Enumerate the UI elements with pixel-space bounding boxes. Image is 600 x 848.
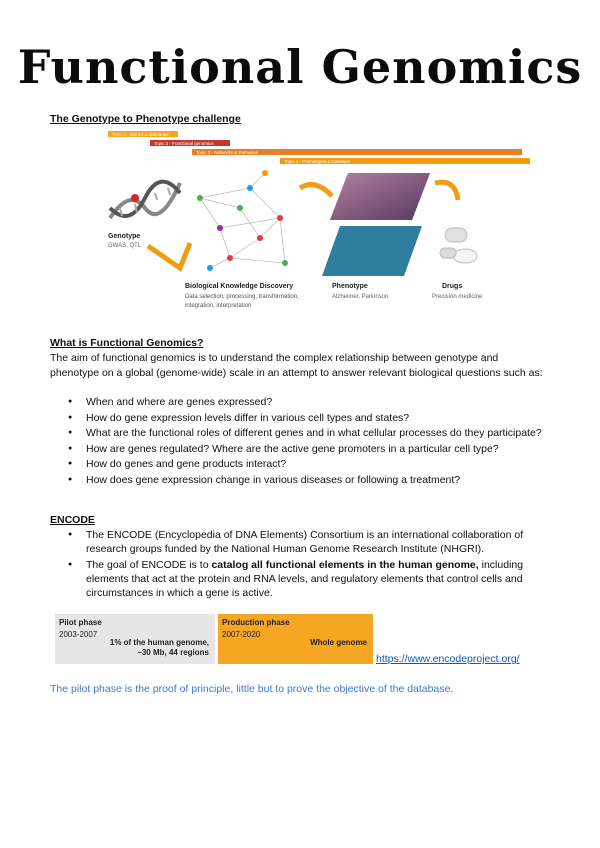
- section-heading-what-is: What is Functional Genomics?: [50, 337, 204, 349]
- list-item: ● What are the functional roles of different genes and in what cellular processes do they participate?: [66, 426, 550, 440]
- pills-icon: [440, 228, 477, 263]
- bkd-sublabel-2: integration, interpretation: [185, 303, 252, 309]
- pilot-phase-desc-2: ~30 Mb, 44 regions: [137, 648, 209, 657]
- genotype-label: Genotype: [108, 233, 141, 240]
- arrow-phenotype-to-drugs: [435, 182, 458, 200]
- page-title: Functional Genomics: [17, 40, 583, 94]
- figure-svg: [100, 128, 530, 320]
- list-item: ● How does gene expression change in various diseases or following a treatment?: [66, 473, 550, 487]
- arrow-bkd-to-phenotype: [300, 184, 332, 196]
- tissue-image-2: [322, 226, 422, 276]
- bkd-sublabel-1: Data selection, processing, transformation,: [185, 294, 299, 300]
- encode-item-1: ● The ENCODE (Encyclopedia of DNA Elements) Consortium is an international collaboration of research groups funded by the National Human Genome Research Institute (NHGRI).: [66, 528, 550, 556]
- encode-item-2: [66, 558, 550, 600]
- pilot-phase-years: 2003-2007: [59, 630, 98, 639]
- production-phase-title: Production phase: [222, 618, 290, 627]
- encode-goal-prefix: The goal of ENCODE is to: [86, 558, 212, 571]
- section-heading-genotype: The Genotype to Phenotype challenge: [50, 113, 241, 125]
- production-phase-years: 2007-2020: [222, 630, 261, 639]
- intro-paragraph: The aim of functional genomics is to understand the complex relationship between genotype and phenotype on a global (genome-wide) scale in an attempt to answer relevant biological questions such as:: [50, 352, 543, 379]
- encode-goal-bold: catalog all functional elements in the human genome,: [211, 558, 479, 571]
- pilot-note: The pilot phase is the proof of principle, little but to prove the objective of the database.: [50, 683, 454, 695]
- topic-label-3: Topic 3 - Networks & Pathways: [196, 150, 259, 155]
- phenotype-label: Phenotype: [332, 283, 368, 290]
- genotype-sublabel: GWAS, QTL: [108, 243, 142, 249]
- pilot-phase-desc-1: 1% of the human genome,: [109, 638, 209, 647]
- drugs-label: Drugs: [442, 283, 463, 290]
- list-item: ● How do gene expression levels differ in various cell types and states?: [66, 411, 550, 425]
- list-item: ● How do genes and gene products interact?: [66, 457, 550, 471]
- dna-helix-icon: [110, 182, 180, 218]
- bkd-label: Biological Knowledge Discovery: [185, 283, 294, 290]
- production-phase-desc: Whole genome: [310, 638, 367, 647]
- list-item: ● When and where are genes expressed?: [66, 395, 550, 409]
- phenotype-sublabel: Alzheimer, Parkinson: [332, 294, 389, 300]
- topic-label-2: Topic 2 - Functional genomics: [154, 141, 214, 146]
- topic-label-4: Topic 4 - Phenotypes & Diseases: [284, 159, 351, 164]
- encode-link[interactable]: https://www.encodeproject.org/: [376, 653, 520, 665]
- topic-label-1: Topic 1 - Genes & Genomes: [112, 132, 169, 137]
- genotype-phenotype-figure: [100, 128, 530, 320]
- encode-list: [66, 528, 550, 601]
- arrow-genotype-to-bkd: [148, 243, 190, 268]
- production-phase-box: [218, 614, 373, 664]
- section-heading-encode: ENCODE: [50, 514, 95, 526]
- drugs-sublabel: Precision medicine: [432, 294, 483, 300]
- encode-goal-suffix: including elements that act at the protein and RNA levels, and regulatory elements that control cells and circumstances in which a gene is active.: [86, 558, 524, 599]
- pilot-phase-box: [55, 614, 215, 664]
- questions-list: [66, 395, 550, 488]
- pilot-phase-title: Pilot phase: [59, 618, 102, 627]
- network-graph-icon: [197, 170, 288, 271]
- list-item: ● How are genes regulated? Where are the active gene promoters in a particular cell type?: [66, 442, 550, 456]
